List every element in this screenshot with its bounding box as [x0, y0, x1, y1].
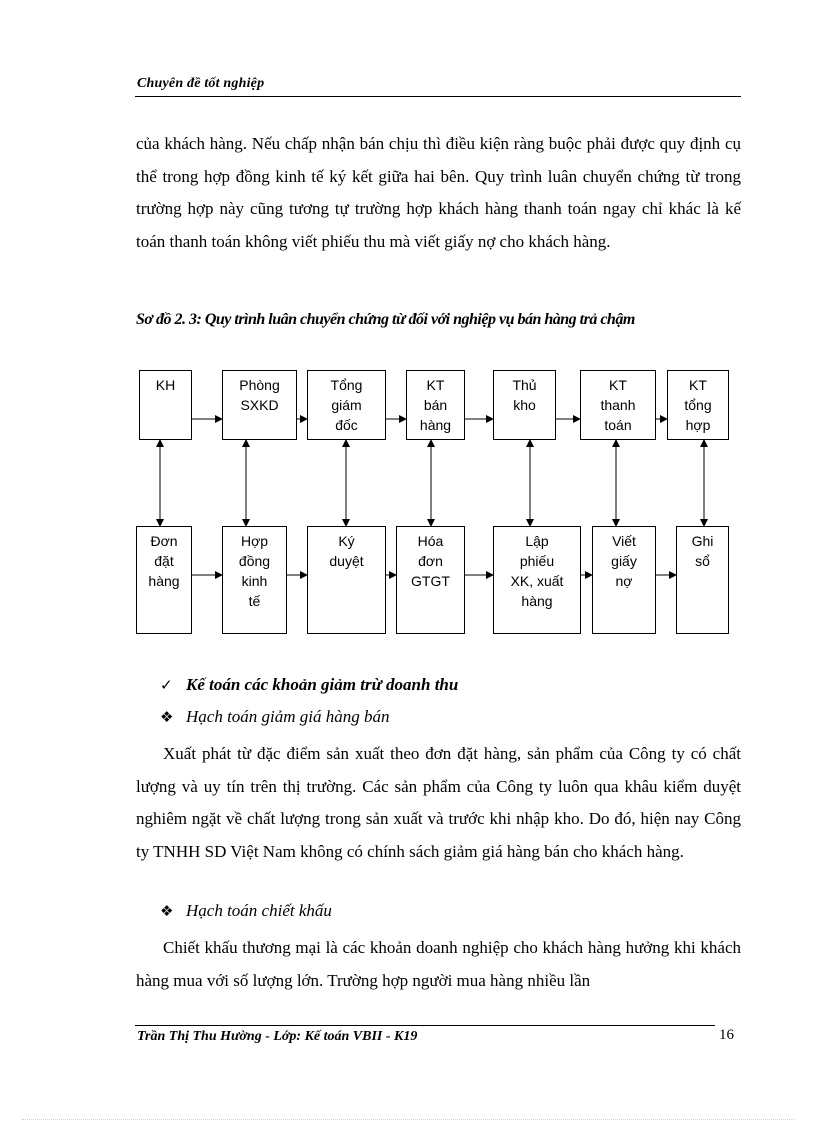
subheading-price-reduction: [160, 707, 390, 727]
box-don-dat-hang: Đơn đặt hàng: [136, 526, 192, 634]
paragraph-intro: của khách hàng. Nếu chấp nhận bán chịu thì điều kiện ràng buộc phải được quy định cụ thể trong hợp đồng kinh tế ký kết giữa hai bên. Quy trình luân chuyển chứng từ trong trường hợp này cũng tương tự trường hợp khách hàng thanh toán ngay chỉ khác là kế toán thanh toán không viết phiếu thu mà viết giấy nợ cho khách hàng.: [136, 134, 741, 251]
box-viet-giay-no: Viết giấy nợ: [592, 526, 656, 634]
section-heading: [160, 675, 458, 695]
page-number: 16: [719, 1027, 734, 1043]
section-heading-text: Kế toán các khoản giảm trừ doanh thu: [186, 675, 459, 694]
subheading-discount-text: Hạch toán chiết khấu: [186, 901, 332, 920]
box-thu-kho: Thủ kho: [493, 370, 556, 440]
box-ky-duyet: Ký duyệt: [307, 526, 386, 634]
page-edge-divider: [22, 1119, 794, 1120]
diagram-caption: Sơ đồ 2. 3: Quy trình luân chuyển chứng từ đối với nghiệp vụ bán hàng trả chậm: [136, 311, 635, 328]
box-kt-tong-hop: KT tổng hợp: [667, 370, 729, 440]
diamond-bullet-icon: ❖: [160, 902, 174, 920]
box-hoa-don-gtgt: Hóa đơn GTGT: [396, 526, 465, 634]
check-icon: ✓: [160, 676, 173, 694]
paragraph-discount: Chiết khấu thương mại là các khoản doanh nghiệp cho khách hàng hưởng khi khách hàng mua với số lượng lớn. Trường hợp người mua hàng nhiều lần: [136, 938, 741, 990]
box-hop-dong-kinh-te: Hợp đồng kinh tế: [222, 526, 287, 634]
paragraph-price-reduction: Xuất phát từ đặc điểm sản xuất theo đơn đặt hàng, sản phẩm của Công ty có chất lượng và uy tín trên thị trường. Các sản phẩm của Công ty luôn qua khâu kiểm duyệt nghiêm ngặt về chất lượng trong sản xuất và trước khi nhập kho. Do đó, hiện nay Công ty TNHH SD Việt Nam không có chính sách giảm giá hàng bán cho khách hàng.: [136, 744, 741, 861]
footer-rule: [135, 1025, 715, 1026]
box-tong-giam-doc: Tổng giám đốc: [307, 370, 386, 440]
box-kt-thanh-toan: KT thanh toán: [580, 370, 656, 440]
box-ghi-so: Ghi sổ: [676, 526, 729, 634]
box-lap-phieu-xk: Lập phiếu XK, xuất hàng: [493, 526, 581, 634]
footer-author: Trần Thị Thu Hường - Lớp: Kế toán VBII - K19: [137, 1029, 418, 1044]
subheading-price-reduction-text: Hạch toán giảm giá hàng bán: [186, 707, 390, 726]
box-kt-ban-hang: KT bán hàng: [406, 370, 465, 440]
box-kh: KH: [139, 370, 192, 440]
subheading-discount: [160, 901, 332, 921]
box-phong-sxkd: Phòng SXKD: [222, 370, 297, 440]
header-title: Chuyên đề tốt nghiệp: [137, 76, 265, 91]
diamond-bullet-icon: ❖: [160, 708, 174, 726]
